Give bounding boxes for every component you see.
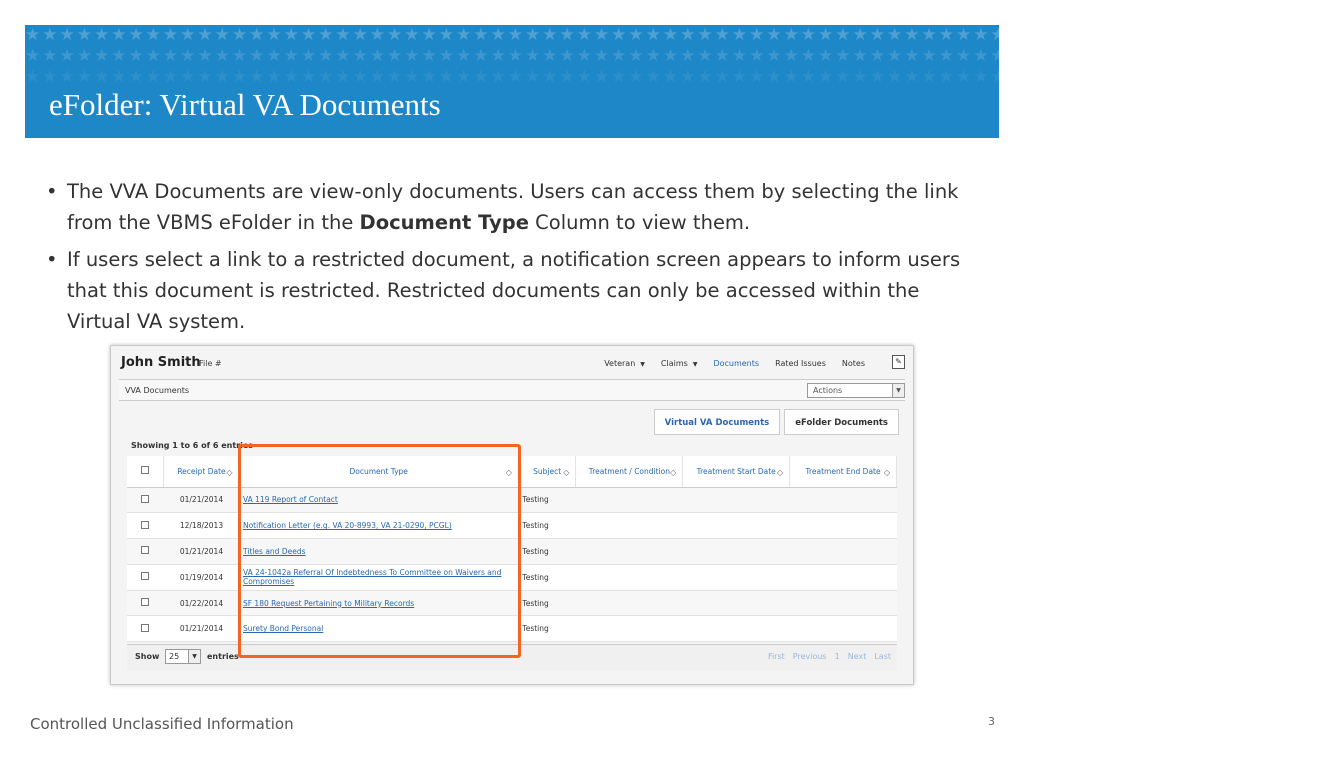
table-row <box>127 564 897 590</box>
subject-cell: Testing <box>518 487 576 513</box>
document-type-link[interactable]: Surety Bond Personal <box>239 616 518 642</box>
row-select-cell <box>127 590 164 616</box>
receipt-date-cell: 01/21/2014 <box>164 487 239 513</box>
row-checkbox[interactable] <box>141 624 149 632</box>
select-all-checkbox[interactable] <box>141 466 149 474</box>
classification-footer: Controlled Unclassified Information <box>30 715 294 733</box>
sort-icon: ◇ <box>505 468 512 477</box>
show-label: Show <box>135 652 160 661</box>
subject-cell: Testing <box>518 513 576 539</box>
breadcrumb: VVA Documents <box>125 386 190 395</box>
sort-icon: ◇ <box>883 468 890 477</box>
column-document-type[interactable] <box>239 456 518 487</box>
breadcrumb-bar <box>119 379 905 401</box>
tab-efolder-documents[interactable]: eFolder Documents <box>784 409 899 435</box>
treatment-start-cell <box>683 513 790 539</box>
sort-icon: ◇ <box>226 468 233 477</box>
table-row <box>127 616 897 642</box>
treatment-condition-cell <box>576 513 683 539</box>
receipt-date-cell: 01/21/2014 <box>164 539 239 565</box>
treatment-end-cell <box>790 590 897 616</box>
table-row <box>127 513 897 539</box>
nav-documents[interactable]: Documents <box>713 359 760 368</box>
row-checkbox[interactable] <box>141 598 149 606</box>
actions-select[interactable] <box>807 383 905 398</box>
chevron-down-icon: ▼ <box>892 384 904 397</box>
bullet-item <box>42 176 982 238</box>
row-select-cell <box>127 487 164 513</box>
treatment-start-cell <box>683 590 790 616</box>
stars-pattern: ★★★★★★★★★★★★★★★★★★★★★★★★★★★★★★★★★★★★★★★★★★★★★★★★★★★★★★★★★★★★★★★★★★★★★★★★★★★★ ★★★★★★★★★★★★★★★★★★★★★★★★★★★★★★★★★★★★★★★★★★★★★★★★★★★★★★★★★★★★★★★★★★★★★★★★★★★★ ★★★★★★★★★★★★★★★★★★★★★★★★★★★★★★★★★★★★★★★★★★★★★★★★★★★★★★★★★★★★★★★★★★★★★★★★★★★★ <box>25 25 1335 87</box>
chevron-down-icon: ▼ <box>188 650 200 663</box>
bullet-list <box>42 176 982 343</box>
table-row <box>127 590 897 616</box>
treatment-condition-cell <box>576 487 683 513</box>
pager-next[interactable]: Next <box>847 652 867 661</box>
entries-label: entries <box>207 652 239 661</box>
pager-last[interactable]: Last <box>874 652 891 661</box>
actions-select-value: Actions <box>813 386 843 395</box>
document-type-link[interactable]: VA 24-1042a Referral Of Indebtedness To Committee on Waivers and Compromises <box>239 564 518 590</box>
row-select-cell <box>127 564 164 590</box>
page-number: 3 <box>988 715 995 728</box>
treatment-end-cell <box>790 539 897 565</box>
document-type-link[interactable]: Titles and Deeds <box>239 539 518 565</box>
subject-cell: Testing <box>518 564 576 590</box>
receipt-date-cell: 12/18/2013 <box>164 513 239 539</box>
row-checkbox[interactable] <box>141 495 149 503</box>
pager-first[interactable]: First <box>767 652 785 661</box>
bullet-item <box>42 244 982 337</box>
column-label: Treatment End Date <box>805 466 881 476</box>
file-number-label: File # <box>199 359 222 368</box>
app-nav <box>604 359 895 368</box>
treatment-end-cell <box>790 513 897 539</box>
nav-veteran[interactable] <box>604 359 645 368</box>
column-subject[interactable] <box>518 456 576 487</box>
treatment-condition-cell <box>576 564 683 590</box>
column-label: Subject <box>533 466 562 476</box>
treatment-condition-cell <box>576 616 683 642</box>
nav-claims[interactable] <box>661 359 698 368</box>
row-select-cell <box>127 513 164 539</box>
row-checkbox[interactable] <box>141 572 149 580</box>
page-size-select[interactable] <box>165 649 201 664</box>
treatment-end-cell <box>790 487 897 513</box>
column-label: Receipt Date <box>177 466 226 476</box>
caret-down-icon: ▼ <box>692 361 698 368</box>
pagination <box>768 652 891 661</box>
subject-cell: Testing <box>518 539 576 565</box>
receipt-date-cell: 01/19/2014 <box>164 564 239 590</box>
user-name: John Smith <box>121 355 201 370</box>
treatment-start-cell <box>683 539 790 565</box>
bullet-text: If users select a link to a restricted document, a notification screen appears to inform users that this document is restricted. Restricted documents can only be accessed within the Virtual VA system. <box>67 248 961 333</box>
column-treatment-start-date[interactable] <box>683 456 790 487</box>
sort-icon: ◇ <box>776 468 784 477</box>
column-label: Treatment / Condition <box>588 466 670 476</box>
row-select-cell <box>127 616 164 642</box>
treatment-start-cell <box>683 616 790 642</box>
tab-virtual-va-documents[interactable]: Virtual VA Documents <box>654 409 781 435</box>
subject-cell: Testing <box>518 590 576 616</box>
column-label: Treatment Start Date <box>696 466 776 476</box>
treatment-end-cell <box>790 564 897 590</box>
document-tabs <box>654 409 899 435</box>
title-banner <box>25 25 1335 138</box>
row-checkbox[interactable] <box>141 521 149 529</box>
bullet-text: The VVA Documents are view-only documents. Users can access them by selecting the link from the VBMS eFolder in the <box>67 180 959 234</box>
pager-previous[interactable]: Previous <box>792 652 827 661</box>
caret-down-icon: ▼ <box>640 361 645 368</box>
treatment-start-cell <box>683 487 790 513</box>
column-treatment-condition[interactable] <box>576 456 683 487</box>
table-footer <box>127 644 897 670</box>
app-topbar <box>119 352 905 378</box>
nav-claims-label: Claims <box>660 359 688 368</box>
row-checkbox[interactable] <box>141 546 149 554</box>
treatment-condition-cell <box>576 590 683 616</box>
receipt-date-cell: 01/22/2014 <box>164 590 239 616</box>
treatment-start-cell <box>683 564 790 590</box>
column-treatment-end-date[interactable] <box>790 456 897 487</box>
sort-icon: ◇ <box>563 468 570 477</box>
table-header-row <box>127 456 897 487</box>
subject-cell: Testing <box>518 616 576 642</box>
document-type-link[interactable]: Notification Letter (e.g. VA 20-8993, VA 21-0290, PCGL) <box>239 513 518 539</box>
nav-rated-issues[interactable]: Rated Issues <box>775 359 826 368</box>
nav-notes[interactable]: Notes <box>841 359 865 368</box>
bullet-bold-text: Document Type <box>359 211 529 234</box>
documents-table <box>127 456 897 642</box>
select-all-header <box>127 456 164 487</box>
column-label: Document Type <box>349 466 408 476</box>
table-row <box>127 487 897 513</box>
vbms-screenshot <box>110 345 914 685</box>
document-type-link[interactable]: VA 119 Report of Contact <box>239 487 518 513</box>
column-receipt-date[interactable] <box>164 456 239 487</box>
showing-entries-text: Showing 1 to 6 of 6 entries <box>131 441 254 450</box>
pager-page[interactable]: 1 <box>834 652 840 661</box>
page-size-value: 25 <box>169 652 180 661</box>
table-row <box>127 539 897 565</box>
nav-veteran-label: Veteran <box>604 359 636 368</box>
receipt-date-cell: 01/21/2014 <box>164 616 239 642</box>
document-type-link[interactable]: SF 180 Request Pertaining to Military Records <box>239 590 518 616</box>
sort-icon: ◇ <box>670 468 677 477</box>
notepad-icon[interactable]: ✎ <box>892 355 905 369</box>
treatment-condition-cell <box>576 539 683 565</box>
slide-title: eFolder: Virtual VA Documents <box>49 87 441 122</box>
row-select-cell <box>127 539 164 565</box>
bullet-text: Column to view them. <box>528 211 751 234</box>
treatment-end-cell <box>790 616 897 642</box>
